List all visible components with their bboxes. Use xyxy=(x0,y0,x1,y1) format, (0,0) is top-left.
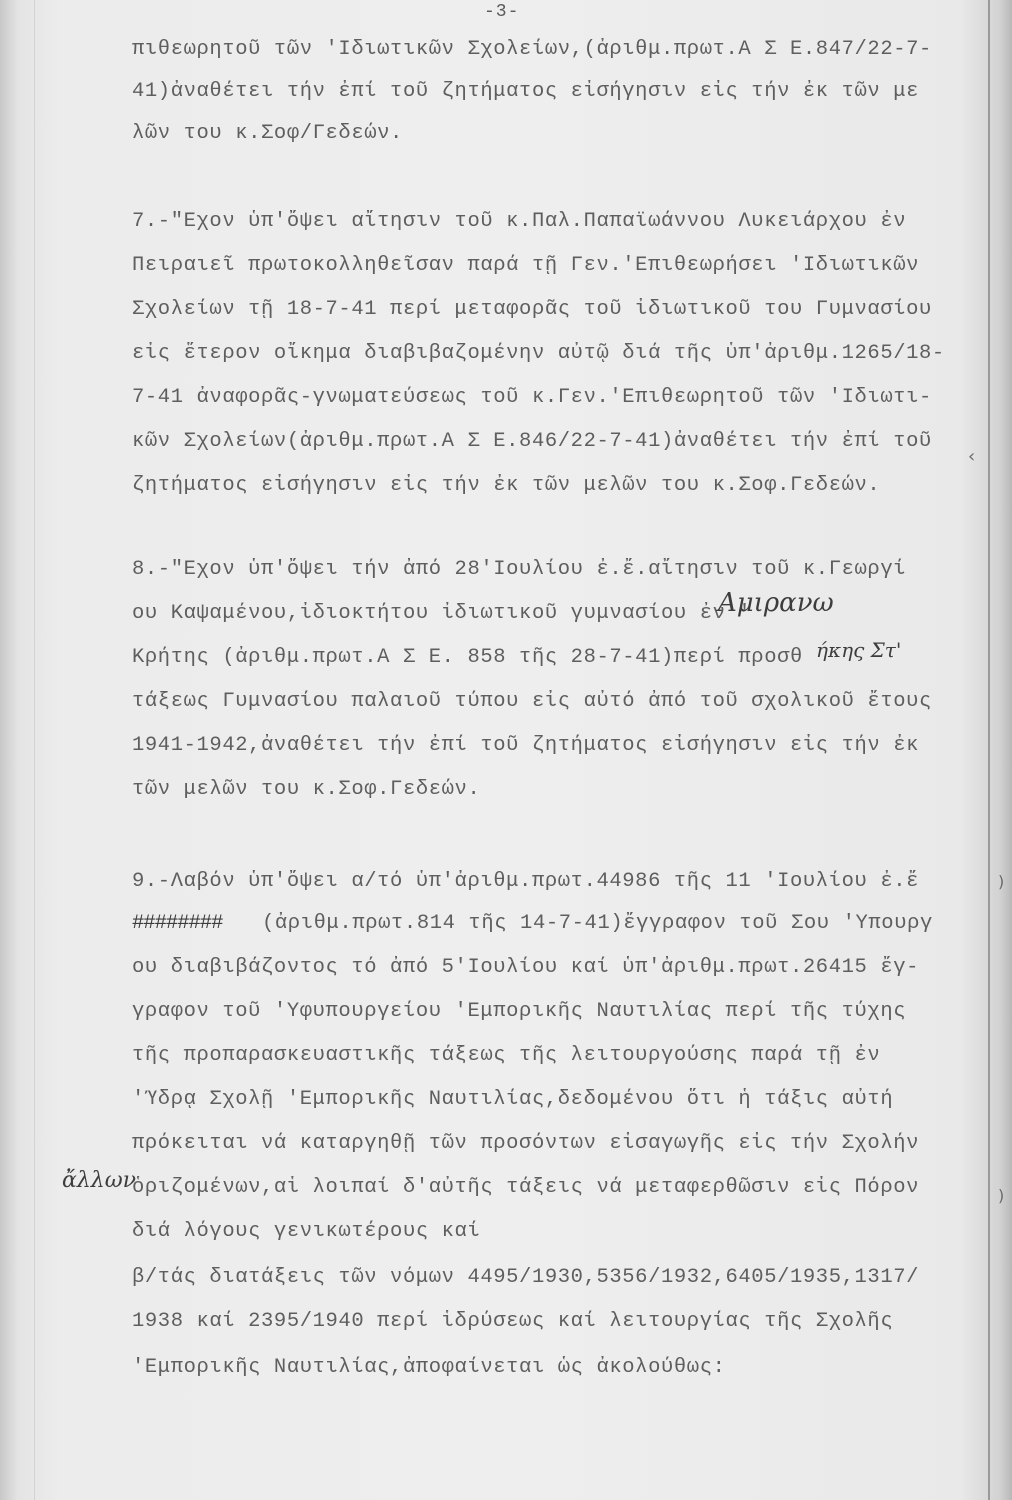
right-margin-bracket: ) xyxy=(998,872,1005,891)
right-margin-mark: ‹ xyxy=(968,446,976,467)
paragraph-6-line-3: λῶν του κ.Σοφ/Γεδεών. xyxy=(132,122,403,145)
paragraph-9-line-6: 'Ύδρᾳ Σχολῇ 'Εμπορικῆς Ναυτιλίας,δεδομένου ὅτι ἡ τάξις αὐτή xyxy=(132,1088,894,1111)
paragraph-7-line-7: ζητήματος εἰσήγησιν εἰς τήν ἐκ τῶν μελῶν του κ.Σοφ.Γεδεών. xyxy=(132,474,881,497)
paragraph-9-line-1: 9.-Λαβόν ὑπ'ὄψει α/τό ὑπ'ἀριθμ.πρωτ.44986 τῆς 11 'Ιουλίου ἐ.ἔ xyxy=(132,870,920,893)
paragraph-9-line-3: ου διαβιβάζοντος τό ἀπό 5'Ιουλίου καί ὑπ'ἀριθμ.πρωτ.26415 ἔγ- xyxy=(132,956,920,979)
paragraph-8-line-1: 8.-"Εχον ὑπ'ὄψει τήν ἀπό 28'Ιουλίου ἐ.ἔ.αἴτησιν τοῦ κ.Γεωργί xyxy=(132,558,907,581)
paragraph-9-line-7: πρόκειται νά καταργηθῇ τῶν προσόντων εἰσαγωγῆς εἰς τήν Σχολήν xyxy=(132,1132,920,1155)
page-edge-line xyxy=(988,0,990,1500)
paragraph-9-line-12: 'Εμπορικῆς Ναυτιλίας,ἀποφαίνεται ὡς ἀκολούθως: xyxy=(132,1356,726,1379)
paragraph-8-line-5: 1941-1942,ἀναθέτει τήν ἐπί τοῦ ζητήματος εἰσήγησιν εἰς τήν ἐκ xyxy=(132,734,920,757)
paragraph-7-line-5: 7-41 ἀναφορᾶς-γνωματεύσεως τοῦ κ.Γεν.'Επιθεωρητοῦ τῶν 'Ιδιωτι- xyxy=(132,386,932,409)
paragraph-6-line-1: πιθεωρητοῦ τῶν 'Ιδιωτικῶν Σχολείων,(ἀριθμ.πρωτ.Α Σ Ε.847/22-7- xyxy=(132,38,932,61)
paragraph-8-line-2: ου Καψαμένου,ἰδιοκτήτου ἰδιωτικοῦ γυμνασίου ἐν ' xyxy=(132,602,752,625)
paragraph-7-line-6: κῶν Σχολείων(ἀριθμ.πρωτ.Α Σ Ε.846/22-7-41)ἀναθέτει τήν ἐπί τοῦ xyxy=(132,430,932,453)
paragraph-8-line-4: τάξεως Γυμνασίου παλαιοῦ τύπου εἰς αὐτό ἀπό τοῦ σχολικοῦ ἔτους xyxy=(132,690,932,713)
paragraph-9-line-10: β/τάς διατάξεις τῶν νόμων 4495/1930,5356/1932,6405/1935,1317/ xyxy=(132,1266,920,1289)
paragraph-7-line-1: 7.-"Εχον ὑπ'ὄψει αἴτησιν τοῦ κ.Παλ.Παπαϊωάννου Λυκειάρχου ἐν xyxy=(132,210,907,233)
paragraph-6-line-2: 41)ἀναθέτει τήν ἐπί τοῦ ζητήματος εἰσήγησιν εἰς τήν ἐκ τῶν με xyxy=(132,80,920,103)
paragraph-7-line-2: Πειραιεῖ πρωτοκολληθεῖσαν παρά τῇ Γεν.'Επιθεωρήσει 'Ιδιωτικῶν xyxy=(132,254,920,277)
paragraph-9-line-8: ὁριζομένων,αἱ λοιπαί δ'αὐτῆς τάξεις νά μεταφερθῶσιν εἰς Πόρον xyxy=(132,1176,920,1199)
paragraph-8-line-6: τῶν μελῶν του κ.Σοφ.Γεδεών. xyxy=(132,778,481,801)
paragraph-9-line-9: διά λόγους γενικωτέρους καί xyxy=(132,1220,481,1243)
paragraph-9-line-4: γραφον τοῦ 'Υφυπουργείου 'Εμπορικῆς Ναυτιλίας περί τῆς τύχης xyxy=(132,1000,907,1023)
page-fold-shadow xyxy=(34,0,35,1500)
paragraph-9-line-2: (ἀριθμ.πρωτ.814 τῆς 14-7-41)ἔγγραφον τοῦ Σου 'Υπουργ xyxy=(262,912,933,935)
handwritten-margin-note: ἄλλων xyxy=(62,1168,137,1193)
paragraph-8-line-3: Κρήτης (ἀριθμ.πρωτ.Α Σ Ε. 858 τῆς 28-7-41)περί προσθ xyxy=(132,646,803,669)
paragraph-7-line-4: εἰς ἕτερον οἴκημα διαβιβαζομένην αὐτῷ διά τῆς ὑπ'ἀριθμ.1265/18- xyxy=(132,342,945,365)
page-number: -3- xyxy=(484,2,520,22)
paragraph-9-line-11: 1938 καί 2395/1940 περί ἱδρύσεως καί λειτουργίας τῆς Σχολῆς xyxy=(132,1310,894,1333)
struck-out-word: ######## xyxy=(132,912,223,935)
handwritten-place-name: Αμιρανω xyxy=(718,588,834,618)
right-margin-bracket: ) xyxy=(998,1186,1005,1205)
paragraph-7-line-3: Σχολείων τῇ 18-7-41 περί μεταφορᾶς τοῦ ἰδιωτικοῦ του Γυμνασίου xyxy=(132,298,932,321)
handwritten-correction: ήκης Στ' xyxy=(816,638,902,662)
paragraph-9-line-5: τῆς προπαρασκευαστικῆς τάξεως τῆς λειτουργούσης παρά τῇ ἐν xyxy=(132,1044,881,1067)
